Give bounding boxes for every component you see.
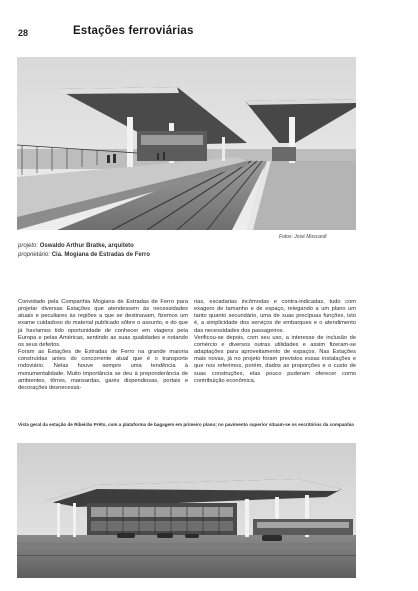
paragraph: Convidado pela Companhia Mogiana de Estradas de Ferro para projetar diversas Estações que atendessem às necessidades atuais e peculiares às regiões a que se destinavam, fizemos um exame cuidadoso do material publicado sôbre o assunto, e do que já havíamos tido oportunidade de conhecer em viagens pela Europa e pelas Américas, sentindo as suas qualidades e notando os seus defeitos. bbox=[18, 299, 188, 348]
platform-photo-illustration bbox=[17, 57, 356, 230]
owner-line bbox=[18, 251, 150, 260]
photo-station-general-view bbox=[17, 443, 356, 578]
paragraph: Verificou-se depois, com seu uso, a interesse de inclusão de comércio e diversos outras utilidades e assim fizeram-se adaptações para aproveitamento de espaços. Nas Estações mais novas, já no projeto foram previstos essas instalações e que nos referimos, porém, dados as proporções e o custo de suas construções, elas pouco puderam oferecer como contribuição econômica. bbox=[194, 334, 356, 384]
section-title: Estações ferroviárias bbox=[73, 25, 194, 37]
page-number: 28 bbox=[18, 28, 29, 38]
body-column-right bbox=[194, 299, 356, 385]
photo-station-platform bbox=[17, 57, 356, 230]
project-line bbox=[18, 242, 150, 251]
figure-caption: Vista geral da estação de Ribeirão Prêto, com a plataforma de bagagem em primeiro plano; no pavimento superior situam-se os escritórios da companhia bbox=[18, 422, 354, 427]
project-value: Oswaldo Arthur Bratke, arquiteto bbox=[39, 243, 134, 249]
paragraph: Foram as Estações de Estradas de Ferro na grande maioria construídas antes do concorrente atual que é o transporte rodoviário. Nelas houve sempre uma tendência à monumentalidade. Muito importância se deu à preponderância de ambientes, tôrres, mansardas, garés dispendiosas, portais e decorações desnecessá- bbox=[18, 349, 188, 391]
project-label: projeto: bbox=[18, 243, 39, 249]
photo-credit: Fotos: José Moscardi bbox=[279, 234, 327, 240]
paragraph: rias, escadarias incômodas e contra-indicadas, tudo com exagero de tamanho e de espaço, relegando a um plano um tanto quanto secundário, uma de suas precípuas funções, isto é, a simplicidade dos serviços de embarques e o atendimento das necessidades dos passageiros. bbox=[194, 299, 356, 334]
owner-value: Cia. Mogiana de Estradas de Ferro bbox=[51, 251, 151, 258]
body-column-left bbox=[18, 299, 188, 392]
station-photo-illustration bbox=[17, 443, 356, 578]
owner-label: proprietário: bbox=[18, 251, 51, 258]
project-credits bbox=[18, 242, 150, 259]
